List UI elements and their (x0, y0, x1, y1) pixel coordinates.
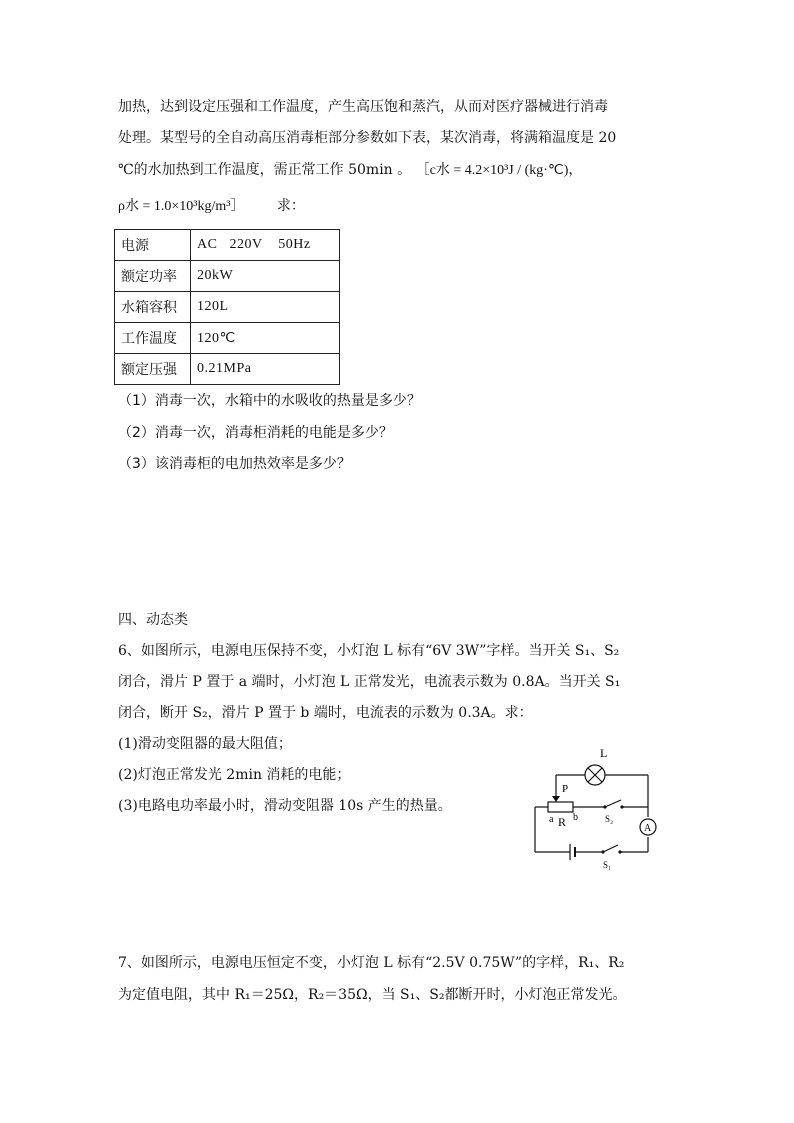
label-slider: P (562, 783, 569, 795)
switch-s2-icon (605, 800, 621, 807)
label-end-a: a (549, 814, 554, 825)
switch-contact (601, 850, 604, 853)
problem-7-line-2: 为定值电阻，其中 R₁＝25Ω，R₂＝35Ω，当 S₁、S₂都断开时，小灯泡正常发光。 (118, 987, 627, 1003)
intro-line-1: 加热，达到设定压强和工作温度，产生高压饱和蒸汽，从而对医疗器械进行消毒 (118, 99, 608, 115)
circuit-diagram (525, 740, 665, 875)
slider-arrow-icon (552, 796, 560, 802)
table-value: AC 220V 50Hz (191, 230, 340, 261)
intro-line-4 (118, 196, 305, 217)
problem-6-line-2: 闭合，滑片 P 置于 a 端时，小灯泡 L 正常发光，电流表示数为 0.8A。当开关 S₁ (118, 674, 621, 690)
table-row (115, 354, 340, 385)
question-5-2: （2）消毒一次，消毒柜消耗的电能是多少？ (118, 425, 393, 441)
table-value: 0.21MPa (191, 354, 340, 385)
table-key: 工作温度 (115, 323, 191, 354)
table-value: 120℃ (191, 323, 340, 354)
label-resistor: R (558, 815, 567, 829)
switch-contact (620, 805, 623, 808)
table-row (115, 292, 340, 323)
intro-line-4-tail: 求： (276, 198, 305, 214)
table-value: 20kW (191, 261, 340, 292)
table-row (115, 230, 340, 261)
water-density-formula: ρ水 = 1.0×10³kg/m³］ (118, 199, 245, 214)
switch-s1-icon (603, 845, 618, 852)
table-key: 额定压强 (115, 354, 191, 385)
label-switch-s1: S₁ (603, 860, 612, 870)
section-title: 四、动态类 (118, 612, 188, 628)
label-switch-s2: S₂ (605, 814, 614, 824)
label-ammeter: A (644, 823, 652, 834)
question-5-3: （3）该消毒柜的电加热效率是多少？ (118, 456, 351, 472)
table-key: 额定功率 (115, 261, 191, 292)
problem-6-question-3: (3)电路电功率最小时，滑动变阻器 10s 产生的热量。 (118, 798, 452, 814)
intro-line-3 (118, 160, 582, 181)
problem-6-question-1: (1)滑动变阻器的最大阻值； (118, 736, 292, 752)
problem-6-line-3: 闭合，断开 S₂，滑片 P 置于 b 端时，电流表的示数为 0.3A。求： (118, 705, 533, 721)
intro-line-3-text: ℃的水加热到工作温度，需正常工作 50min 。 (118, 162, 412, 178)
resistor-icon (548, 802, 573, 812)
table-key: 电源 (115, 230, 191, 261)
parameter-table (114, 229, 340, 385)
question-5-1: （1）消毒一次，水箱中的水吸收的热量是多少？ (118, 393, 421, 409)
problem-6-line-1: 6、如图所示，电源电压保持不变，小灯泡 L 标有“6V 3W”字样。当开关 S₁、S₂ (118, 643, 620, 659)
switch-contact (618, 850, 621, 853)
label-end-b: b (573, 812, 578, 823)
table-row (115, 323, 340, 354)
table-row (115, 261, 340, 292)
table-value: 120L (191, 292, 340, 323)
problem-7-line-1: 7、如图所示，电源电压恒定不变，小灯泡 L 标有“2.5V 0.75W”的字样，R₁、R₂ (118, 955, 625, 971)
problem-6-question-2: (2)灯泡正常发光 2min 消耗的电能； (118, 767, 351, 783)
switch-contact (603, 805, 606, 808)
intro-line-2: 处理。某型号的全自动高压消毒柜部分参数如下表，某次消毒，将满箱温度是 20 (118, 130, 617, 146)
table-key: 水箱容积 (115, 292, 191, 323)
specific-heat-formula: ［c水 = 4.2×10³J / (kg·℃)， (415, 163, 583, 178)
label-lamp: L (600, 746, 608, 760)
